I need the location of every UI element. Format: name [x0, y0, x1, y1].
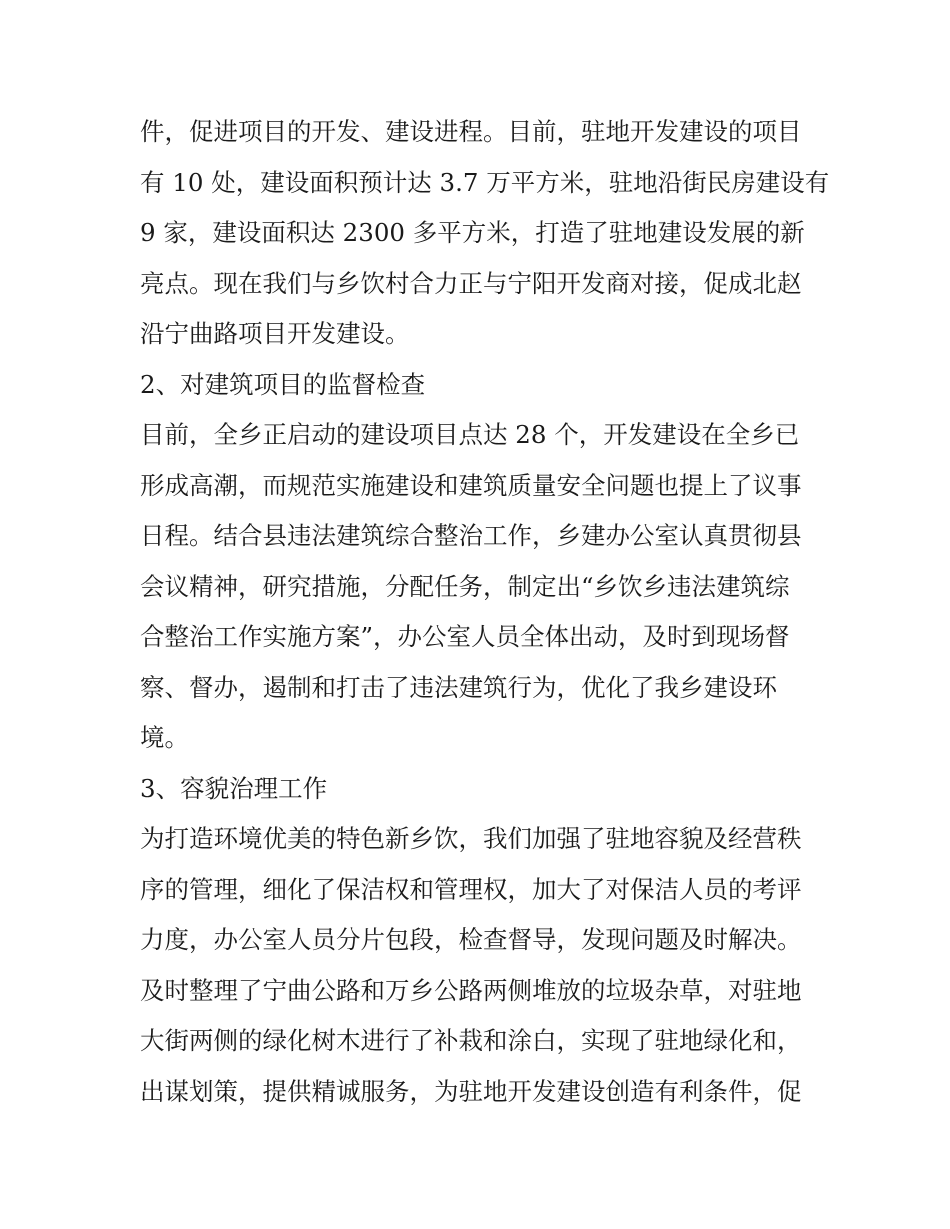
paragraph-line: 及时整理了宁曲公路和万乡公路两侧堆放的垃圾杂草，对驻地 — [140, 975, 802, 1005]
section-heading-3: 3、容貌治理工作 — [140, 773, 328, 803]
paragraph-line: 合整治工作实施方案”，办公室人员全体出动，及时到现场督 — [140, 622, 790, 651]
paragraph-line: 境。 — [140, 723, 189, 752]
paragraph-line: 亮点。现在我们与乡饮村合力正与宁阳开发商对接，促成北赵 — [140, 268, 802, 298]
paragraph-line: 出谋划策，提供精诚服务，为驻地开发建设创造有利条件，促 — [140, 1076, 802, 1106]
paragraph-line: 9 家，建设面积达 2300 多平方米，打造了驻地建设发展的新 — [140, 218, 805, 247]
section-heading-2: 2、对建筑项目的监督检查 — [140, 369, 426, 399]
paragraph-line: 形成高潮，而规范实施建设和建筑质量安全问题也提上了议事 — [140, 470, 802, 500]
paragraph-line: 日程。结合县违法建筑综合整治工作，乡建办公室认真贯彻县 — [140, 521, 802, 550]
paragraph-line: 大街两侧的绿化树木进行了补栽和涂白，实现了驻地绿化和， — [140, 1026, 802, 1055]
paragraph-line: 察、督办，遏制和打击了违法建筑行为，优化了我乡建设环 — [140, 672, 777, 702]
paragraph-line: 序的管理，细化了保洁权和管理权，加大了对保洁人员的考评 — [140, 874, 802, 904]
document-body — [140, 107, 830, 1117]
paragraph-line: 目前，全乡正启动的建设项目点达 28 个，开发建设在全乡已 — [140, 420, 800, 449]
paragraph-line: 沿宁曲路项目开发建设。 — [140, 319, 410, 348]
paragraph-line: 力度，办公室人员分片包段，检查督导，发现问题及时解决。 — [140, 925, 802, 954]
paragraph-line: 有 10 处，建设面积预计达 3.7 万平方米，驻地沿街民房建设有 — [140, 167, 830, 197]
paragraph-line: 会议精神，研究措施，分配任务，制定出“乡饮乡违法建筑综 — [140, 571, 790, 601]
paragraph-line: 件，促进项目的开发、建设进程。目前，驻地开发建设的项目 — [140, 117, 802, 146]
paragraph-line: 为打造环境优美的特色新乡饮，我们加强了驻地容貌及经营秩 — [140, 824, 802, 853]
